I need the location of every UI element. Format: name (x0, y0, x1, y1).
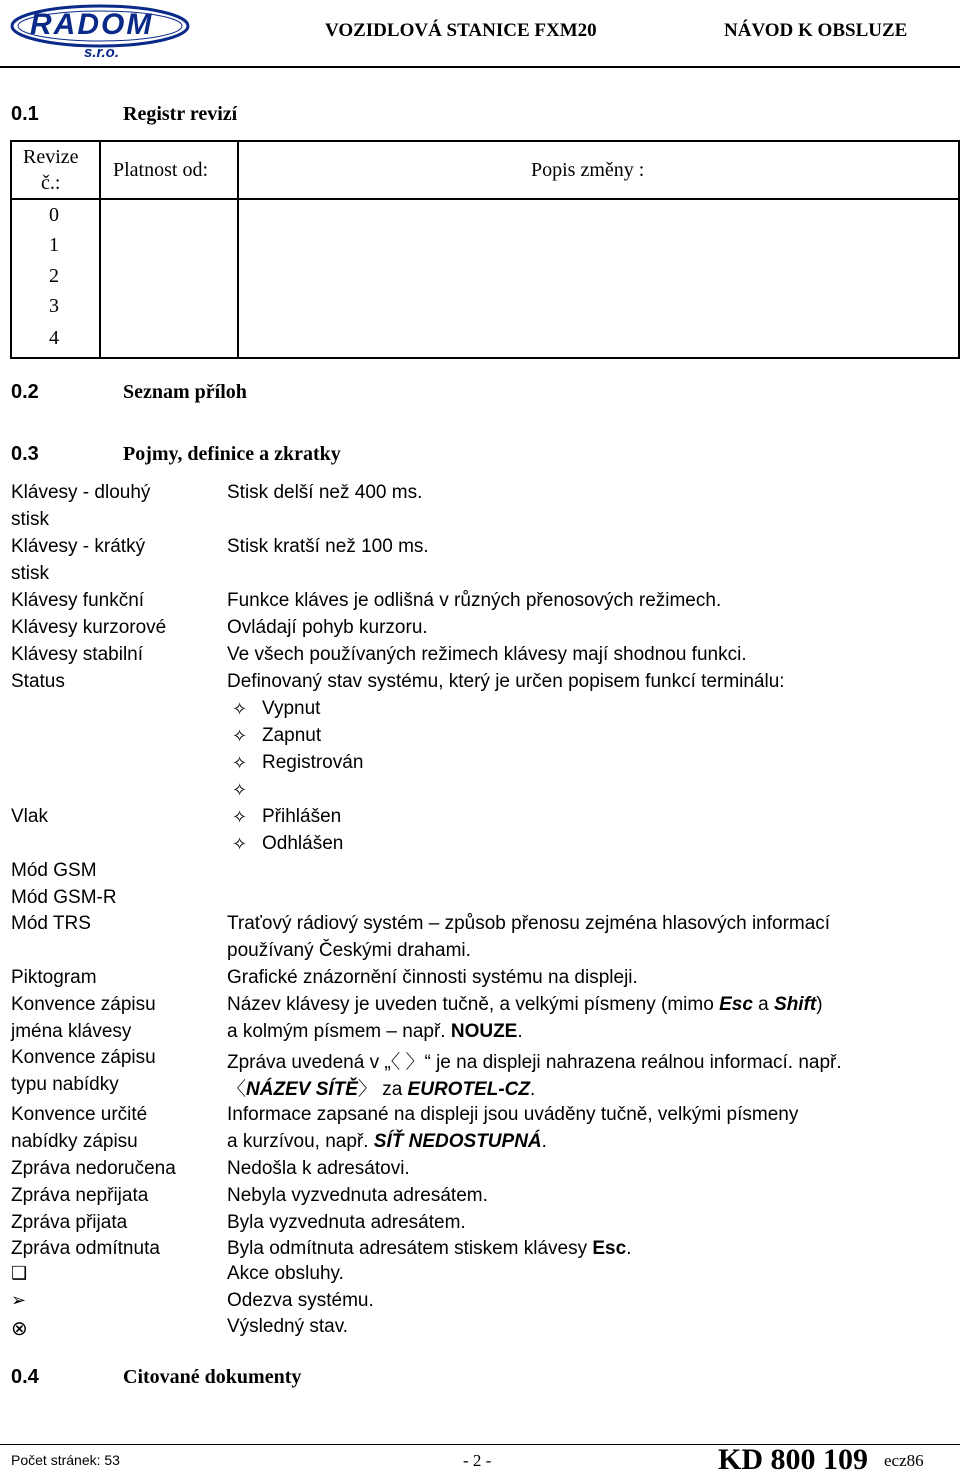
term-definition: Definovaný stav systému, který je určen popisem funkcí terminálu: (227, 671, 785, 692)
key-name-esc: Esc (592, 1238, 627, 1259)
revision-row: 3 (49, 295, 59, 317)
status-item: Přihlášen (262, 806, 342, 827)
revision-header-number: Revize (23, 146, 79, 168)
term-definition: Akce obsluhy. (227, 1263, 344, 1284)
logo-text: RADOM (30, 8, 154, 41)
definition-text: 〈 (227, 1079, 247, 1100)
document-type: NÁVOD K OBSLUZE (724, 20, 908, 41)
diamond-bullet-icon: ✧ (232, 753, 248, 773)
definition-text: Název klávesy je uveden tučně, a velkými písmeny (mimo (227, 994, 720, 1015)
term-definition (227, 1238, 631, 1260)
definition-text: . (541, 1131, 547, 1152)
term-definition: Stisk kratší než 100 ms. (227, 536, 429, 557)
definition-text: . (517, 1021, 523, 1042)
term-definition: Nebyla vyzvednuta adresátem. (227, 1185, 488, 1206)
section-heading-definitions: 0.3 Pojmy, definice a zkratky (11, 443, 341, 465)
definition-text: a (752, 994, 775, 1015)
menu-name-example: NÁZEV SÍTĚ (246, 1079, 358, 1100)
term-label: stisk (11, 563, 49, 584)
status-item: Registrován (262, 752, 364, 773)
definition-text: a kurzívou, např. (227, 1131, 374, 1152)
term-definition: Informace zapsané na displeji jsou uváděny tučně, velkými písmeny (227, 1104, 799, 1125)
term-definition: Stisk delší než 400 ms. (227, 482, 423, 503)
document-code: KD 800 109 (718, 1443, 868, 1476)
term-definition: Grafické znázornění činnosti systému na displeji. (227, 967, 638, 988)
company-logo (8, 4, 196, 62)
term-label: stisk (11, 509, 49, 530)
revision-row: 0 (49, 204, 59, 226)
term-label: Klávesy funkční (11, 590, 145, 611)
page-count: Počet stránek: 53 (11, 1452, 120, 1468)
term-label: Klávesy - dlouhý (11, 482, 151, 503)
menu-value-example: EUROTEL-CZ (407, 1079, 530, 1100)
term-label: jména klávesy (11, 1021, 132, 1042)
definition-text: . (529, 1079, 536, 1100)
revision-code: ecz86 (884, 1451, 924, 1470)
term-definition: používaný Českými drahami. (227, 940, 471, 961)
term-definition: Traťový rádiový systém – způsob přenosu zejména hlasových informací (227, 913, 831, 934)
status-item: Vypnut (262, 698, 321, 719)
term-label: Status (11, 671, 65, 692)
revision-row: 1 (49, 234, 59, 256)
term-definition: Nedošla k adresátovi. (227, 1158, 410, 1179)
term-definition: Ve všech používaných režimech klávesy mají shodnou funkci. (227, 644, 747, 665)
diamond-bullet-icon: ✧ (232, 726, 248, 746)
page-number: - 2 - (463, 1451, 492, 1470)
section-heading-cited-documents: 0.4 Citované dokumenty (11, 1366, 302, 1388)
definition-text: 〉 za (357, 1079, 408, 1100)
diamond-bullet-icon: ✧ (232, 780, 248, 800)
key-name-esc: Esc (719, 994, 753, 1015)
term-definition: Ovládají pohyb kurzoru. (227, 617, 428, 638)
arrow-right-icon: ➢ (11, 1290, 27, 1310)
term-label: Vlak (11, 806, 48, 827)
term-definition: Výsledný stav. (227, 1316, 349, 1337)
diamond-bullet-icon: ✧ (232, 699, 248, 719)
definition-text: ) (816, 994, 823, 1015)
revision-header-description: Popis změny : (531, 159, 645, 181)
term-definition (227, 1074, 535, 1101)
display-text-example: SÍŤ NEDOSTUPNÁ (373, 1131, 542, 1152)
term-label: typu nabídky (11, 1074, 119, 1095)
term-definition: Odezva systému. (227, 1290, 374, 1311)
term-definition (227, 994, 823, 1016)
term-label: Klávesy stabilní (11, 644, 144, 665)
term-definition: Zpráva uvedená v „〈 〉“ je na displeji nahrazena reálnou informací. např. (227, 1052, 842, 1073)
term-label: Konvence zápisu (11, 1047, 156, 1068)
term-label: nabídky zápisu (11, 1131, 138, 1152)
key-name-nouze: NOUZE (450, 1021, 518, 1042)
revision-header-number-2: č.: (41, 172, 61, 194)
status-item: Odhlášen (262, 833, 344, 854)
diamond-bullet-icon: ✧ (232, 807, 248, 827)
term-label: Zpráva nedoručena (11, 1158, 176, 1179)
term-definition: Funkce kláves je odlišná v různých přenosových režimech. (227, 590, 722, 611)
definition-text: Byla odmítnuta adresátem stiskem klávesy (227, 1238, 593, 1259)
section-heading-attachments: 0.2 Seznam příloh (11, 381, 247, 403)
revision-row: 2 (49, 265, 59, 287)
status-item: Zapnut (262, 725, 322, 746)
term-label: Konvence určité (11, 1104, 148, 1125)
term-definition: Byla vyzvednuta adresátem. (227, 1212, 466, 1233)
term-label: Zpráva odmítnuta (11, 1238, 160, 1259)
definition-text: . (626, 1238, 632, 1259)
section-heading-revisions: 0.1 Registr revizí (11, 103, 238, 125)
key-name-shift: Shift (774, 994, 817, 1015)
circled-cross-icon: ⊗ (11, 1318, 28, 1340)
term-label: Klávesy - krátký (11, 536, 146, 557)
term-label: Piktogram (11, 967, 97, 988)
diamond-bullet-icon: ✧ (232, 834, 248, 854)
revision-header-date: Platnost od: (113, 159, 209, 181)
document-title: VOZIDLOVÁ STANICE FXM20 (325, 20, 597, 41)
checkbox-square-icon: ❑ (11, 1263, 28, 1283)
term-label: Zpráva přijata (11, 1212, 128, 1233)
term-label: Konvence zápisu (11, 994, 156, 1015)
revision-row: 4 (49, 327, 59, 349)
header-divider (0, 66, 960, 68)
term-label: Mód TRS (11, 913, 91, 934)
term-label: Mód GSM-R (11, 887, 117, 908)
definition-text: a kolmým písmem – např. (227, 1021, 451, 1042)
term-label: Zpráva nepřijata (11, 1185, 149, 1206)
logo-subtext: s.r.o. (84, 44, 120, 61)
term-label: Klávesy kurzorové (11, 617, 167, 638)
term-label: Mód GSM (11, 860, 97, 881)
term-definition (227, 1131, 547, 1153)
term-definition (227, 1021, 523, 1043)
